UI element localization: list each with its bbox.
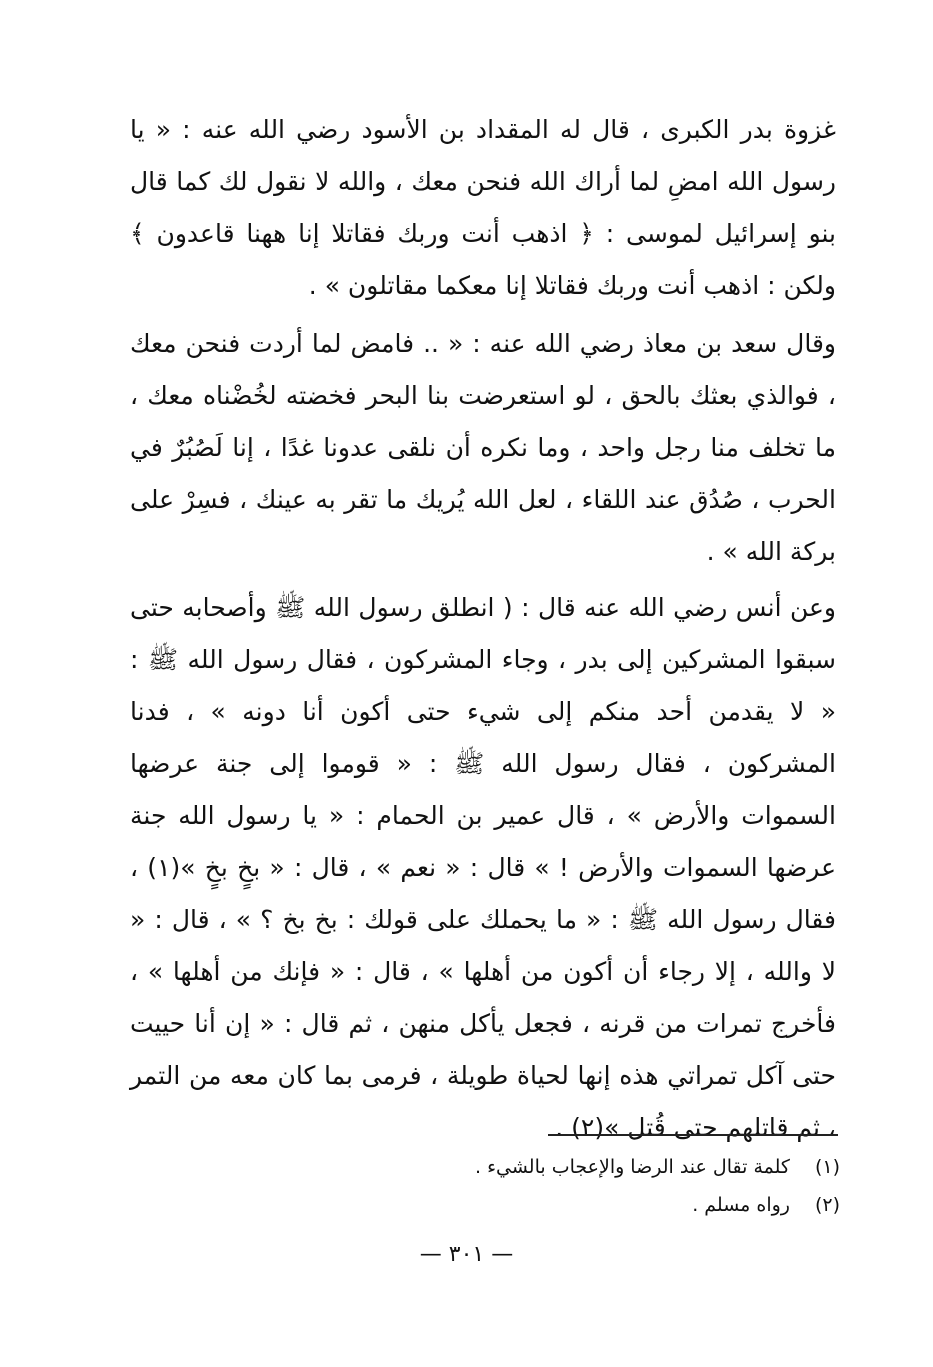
footnote-2 (130, 1186, 840, 1224)
footnote-number: (٢) (814, 1194, 840, 1216)
footnote-1 (130, 1148, 840, 1186)
page-number: — ٣٠١ — (419, 1242, 514, 1267)
paragraph-anas-narration: وعن أنس رضي الله عنه قال : ( انطلق رسول الله ﷺ وأصحابه حتى سبقوا المشركين إلى بدر ، وجاء المشركون ، فقال رسول الله ﷺ : « لا يقدمن أحد منكم إلى شيء حتى أكون أنا دونه » ، فدنا المشركون ، فقال رسول الله ﷺ : « قوموا إلى جنة عرضها السموات والأرض » ، قال عمير بن الحمام : « يا رسول الله جنة عرضها السموات والأرض ! » قال : « نعم » ، قال : « بخٍ بخٍ »(١) ، فقال رسول الله ﷺ : « ما يحملك على قولك : بخ بخ ؟ » ، قال : « لا والله ، إلا رجاء أن أكون من أهلها » ، قال : « فإنك من أهلها » ، فأخرج تمرات من قرنه ، فجعل يأكل منهن ، ثم قال : « إن أنا حييت حتى آكل تمراتي هذه إنها لحياة طويلة ، فرمى بما كان معه من التمر ، ثم قاتلهم حتى قُتل »(٢) . (130, 593, 836, 1142)
paragraph-saad-bin-muadh: وقال سعد بن معاذ رضي الله عنه : « .. فامض لما أردت فنحن معك ، فوالذي بعثك بالحق ، لو استعرضت بنا البحر فخضته لخُضْناه معك ، ما تخلف منا رجل واحد ، وما نكره أن نلقى عدونا غدًا ، إنا لَصُبُرٌ في الحرب ، صُدُق عند اللقاء ، لعل الله يُريك ما تقر به عينك ، فسِرْ على بركة الله » . (130, 329, 836, 566)
footnotes (130, 1148, 840, 1224)
footnote-number: (١) (814, 1156, 840, 1178)
footnote-divider (548, 1134, 838, 1136)
paragraph-badr-miqdad: غزوة بدر الكبرى ، قال له المقداد بن الأسود رضي الله عنه : « يا رسول الله امضِ لما أراك الله فنحن معك ، والله لا نقول لك كما قال بنو إسرائيل لموسى : ﴿ اذهب أنت وربك فقاتلا إنا ههنا قاعدون ﴾ ولكن : اذهب أنت وربك فقاتلا إنا معكما مقاتلون » . (130, 115, 836, 300)
footnote-text: كلمة تقال عند الرضا والإعجاب بالشيء . (475, 1156, 790, 1178)
footnote-text: رواه مسلم . (692, 1194, 790, 1216)
